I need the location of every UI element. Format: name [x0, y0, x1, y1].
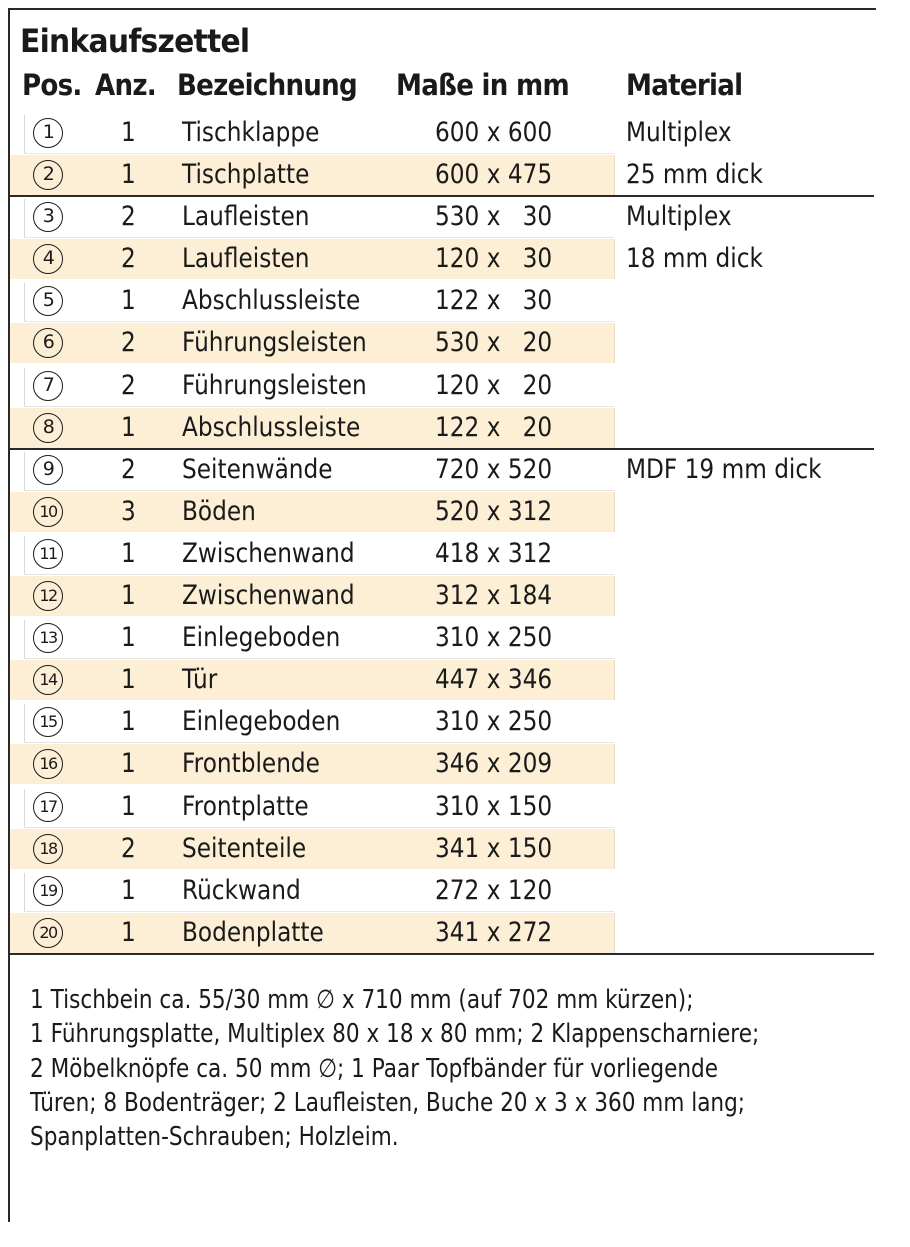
row-edge: [24, 789, 25, 827]
dimensions-cell: 418 x 312: [435, 537, 553, 569]
dimensions-cell: 122 x 20: [435, 411, 553, 443]
dimensions-cell: 600 x 475: [435, 159, 553, 191]
position-number-circle: 19: [33, 876, 63, 906]
position-number-circle: 10: [33, 497, 63, 527]
material-cell: 18 mm dick: [626, 243, 763, 275]
position-number-circle: 17: [33, 792, 63, 822]
parts-table: [10, 112, 876, 954]
description-cell: Laufleisten: [182, 243, 310, 275]
description-cell: Seitenteile: [182, 832, 307, 864]
description-cell: Abschlussleiste: [182, 285, 361, 317]
table-row: [10, 154, 876, 196]
description-cell: Böden: [182, 495, 256, 527]
table-row: [10, 280, 876, 322]
table-row: [10, 701, 876, 743]
group-divider-line: [10, 953, 874, 955]
quantity-cell: 1: [121, 790, 136, 822]
frame-top-rule: [8, 8, 876, 10]
table-row: [10, 196, 876, 238]
group-divider-line: [10, 448, 874, 450]
header-bezeichnung: Bezeichnung: [177, 68, 357, 102]
quantity-cell: 1: [121, 916, 136, 948]
material-cell: Multiplex: [626, 201, 732, 233]
position-number-circle: 5: [33, 286, 63, 316]
position-number-circle: 11: [33, 539, 63, 569]
row-edge: [24, 620, 25, 658]
dimensions-cell: 720 x 520: [435, 453, 553, 485]
quantity-cell: 1: [121, 580, 136, 612]
table-row: [10, 491, 876, 533]
table-row: [10, 870, 876, 912]
description-cell: Seitenwände: [182, 453, 333, 485]
description-cell: Führungsleisten: [182, 327, 367, 359]
quantity-cell: 1: [121, 159, 136, 191]
quantity-cell: 1: [121, 664, 136, 696]
dimensions-cell: 272 x 120: [435, 874, 553, 906]
position-number-circle: 20: [33, 918, 63, 948]
table-row: [10, 659, 876, 701]
dimensions-cell: 120 x 30: [435, 243, 553, 275]
page-title: Einkaufszettel: [20, 22, 250, 60]
table-row: [10, 617, 876, 659]
quantity-cell: 2: [121, 453, 136, 485]
row-edge: [24, 283, 25, 321]
position-number-circle: 8: [33, 413, 63, 443]
row-edge: [24, 452, 25, 490]
row-edge: [24, 368, 25, 406]
quantity-cell: 1: [121, 411, 136, 443]
description-cell: Tischklappe: [182, 117, 320, 148]
dimensions-cell: 530 x 20: [435, 327, 553, 359]
header-material: Material: [626, 68, 743, 102]
quantity-cell: 1: [121, 117, 136, 148]
position-number-circle: 12: [33, 581, 63, 611]
description-cell: Tischplatte: [182, 159, 310, 191]
dimensions-cell: 120 x 20: [435, 369, 553, 401]
position-number-circle: 13: [33, 623, 63, 653]
table-row: [10, 322, 876, 364]
description-cell: Rückwand: [182, 874, 301, 906]
position-number-circle: 3: [33, 202, 63, 232]
position-number-circle: 14: [33, 665, 63, 695]
table-row: [10, 786, 876, 828]
description-cell: Tür: [182, 664, 218, 696]
description-cell: Zwischenwand: [182, 537, 355, 569]
dimensions-cell: 341 x 272: [435, 916, 553, 948]
notes-line: Türen; 8 Bodenträger; 2 Laufleisten, Buche 20 x 3 x 360 mm lang;: [30, 1087, 746, 1118]
quantity-cell: 1: [121, 537, 136, 569]
position-number-circle: 7: [33, 371, 63, 401]
quantity-cell: 2: [121, 201, 136, 233]
quantity-cell: 2: [121, 327, 136, 359]
group-divider-line: [10, 195, 874, 197]
material-cell: Multiplex: [626, 117, 732, 148]
quantity-cell: 1: [121, 706, 136, 738]
quantity-cell: 1: [121, 285, 136, 317]
row-edge: [24, 536, 25, 574]
description-cell: Zwischenwand: [182, 580, 355, 612]
header-anz: Anz.: [95, 68, 157, 102]
table-row: [10, 743, 876, 785]
position-number-circle: 2: [33, 160, 63, 190]
dimensions-cell: 520 x 312: [435, 495, 553, 527]
description-cell: Führungsleisten: [182, 369, 367, 401]
description-cell: Einlegeboden: [182, 706, 341, 738]
dimensions-cell: 310 x 250: [435, 622, 553, 654]
dimensions-cell: 346 x 209: [435, 748, 553, 780]
table-row: [10, 365, 876, 407]
row-edge: [24, 704, 25, 742]
dimensions-cell: 530 x 30: [435, 201, 553, 233]
description-cell: Bodenplatte: [182, 916, 324, 948]
position-number-circle: 1: [33, 118, 63, 148]
dimensions-cell: 447 x 346: [435, 664, 553, 696]
row-edge: [24, 199, 25, 237]
table-row: [10, 533, 876, 575]
position-number-circle: 16: [33, 749, 63, 779]
description-cell: Abschlussleiste: [182, 411, 361, 443]
dimensions-cell: 600 x 600: [435, 117, 553, 148]
row-edge: [24, 115, 25, 153]
description-cell: Einlegeboden: [182, 622, 341, 654]
quantity-cell: 2: [121, 243, 136, 275]
material-cell: MDF 19 mm dick: [626, 453, 822, 485]
table-row: [10, 238, 876, 280]
table-row: [10, 575, 876, 617]
quantity-cell: 2: [121, 369, 136, 401]
notes-line: 2 Möbelknöpfe ca. 50 mm ∅; 1 Paar Topfbänder für vorliegende: [30, 1053, 719, 1084]
description-cell: Laufleisten: [182, 201, 310, 233]
header-pos: Pos.: [22, 68, 82, 102]
quantity-cell: 1: [121, 874, 136, 906]
notes-line: Spanplatten-Schrauben; Holzleim.: [30, 1122, 399, 1153]
position-number-circle: 4: [33, 244, 63, 274]
description-cell: Frontblende: [182, 748, 320, 780]
description-cell: Frontplatte: [182, 790, 309, 822]
position-number-circle: 6: [33, 328, 63, 358]
dimensions-cell: 312 x 184: [435, 580, 553, 612]
position-number-circle: 15: [33, 707, 63, 737]
quantity-cell: 1: [121, 748, 136, 780]
quantity-cell: 1: [121, 622, 136, 654]
table-row: [10, 828, 876, 870]
quantity-cell: 3: [121, 495, 136, 527]
position-number-circle: 9: [33, 455, 63, 485]
material-cell: 25 mm dick: [626, 159, 763, 191]
table-row: [10, 912, 876, 954]
header-masse: Maße in mm: [396, 68, 569, 102]
table-row: [10, 449, 876, 491]
quantity-cell: 2: [121, 832, 136, 864]
notes-line: 1 Führungsplatte, Multiplex 80 x 18 x 80 mm; 2 Klappenscharniere;: [30, 1019, 760, 1050]
notes-line: 1 Tischbein ca. 55/30 mm ∅ x 710 mm (auf 702 mm kürzen);: [30, 985, 694, 1015]
table-row: [10, 112, 876, 154]
table-row: [10, 407, 876, 449]
dimensions-cell: 122 x 30: [435, 285, 553, 317]
position-number-circle: 18: [33, 834, 63, 864]
notes-paragraph: [30, 983, 760, 1154]
dimensions-cell: 341 x 150: [435, 832, 553, 864]
row-edge: [24, 873, 25, 911]
dimensions-cell: 310 x 250: [435, 706, 553, 738]
dimensions-cell: 310 x 150: [435, 790, 553, 822]
